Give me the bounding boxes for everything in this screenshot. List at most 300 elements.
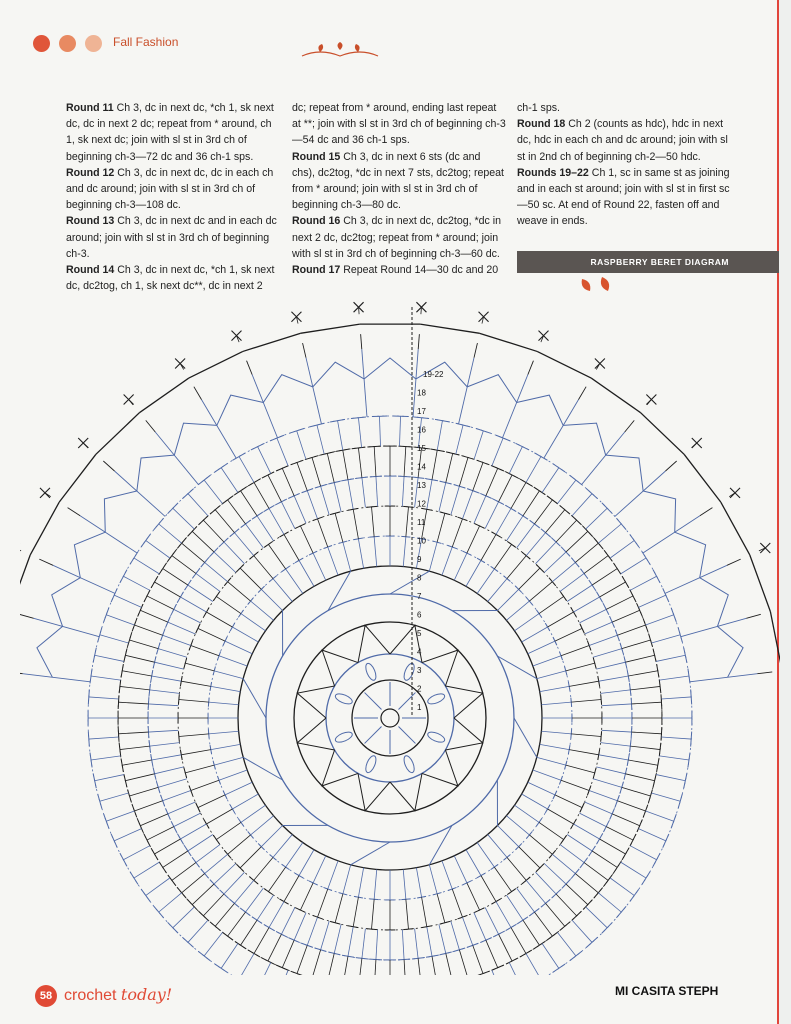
stitch-dc xyxy=(134,801,162,811)
stitch-dc xyxy=(621,558,646,574)
stitch-dc xyxy=(241,805,266,822)
stitch-top xyxy=(547,496,558,504)
stitch-dc xyxy=(418,958,421,975)
stitch-dc xyxy=(528,782,555,795)
stitch-dc xyxy=(118,732,148,734)
stitch-dc xyxy=(335,894,343,923)
stitch-dc xyxy=(148,704,178,706)
stitch-dc xyxy=(268,934,281,961)
stitch-top xyxy=(118,695,119,709)
stitch-chain-arch xyxy=(358,773,390,810)
stitch-dc xyxy=(100,793,129,801)
stitch-chain-arch xyxy=(74,532,105,577)
stitch-dc xyxy=(661,737,691,739)
stitch-dc xyxy=(239,456,254,482)
stitch-top xyxy=(630,590,636,602)
stitch-dc xyxy=(328,861,338,889)
stitch-dc xyxy=(379,416,380,446)
stitch-dc xyxy=(621,862,646,878)
stitch-dc xyxy=(168,622,196,634)
stitch-top xyxy=(252,917,262,924)
stitch-dc xyxy=(158,649,187,658)
round-text: Ch 3, dc in next dc and in each dc around; join with sl st in 3rd ch of beginning ch-3. xyxy=(66,215,277,260)
stitch-dc xyxy=(163,569,188,585)
outline-segment xyxy=(750,555,771,612)
stitch-dc xyxy=(351,842,390,865)
stitch-dc xyxy=(321,486,330,515)
stitch-dc xyxy=(602,730,632,732)
stitch-dc xyxy=(106,615,134,625)
stitch-dc xyxy=(656,775,685,781)
stitch-dc xyxy=(499,475,512,502)
stitch-chain xyxy=(402,662,416,682)
round-text: Ch 3, dc in next dc, dc in each ch and dc around; join with sl st in 3rd ch of beginning ch-3—108 dc. xyxy=(66,166,274,212)
stitch-dc xyxy=(643,516,700,553)
stitch-dc xyxy=(600,582,626,597)
stitch-dc xyxy=(179,734,209,737)
stitch-dc xyxy=(251,601,274,620)
outline-segment xyxy=(139,378,188,413)
stitch-top xyxy=(616,518,626,530)
stitch-top xyxy=(622,848,629,860)
stitch-top xyxy=(571,819,576,828)
outline-segment xyxy=(684,454,721,502)
stitch-dc xyxy=(630,746,660,749)
stitch-dc xyxy=(404,960,406,975)
stitch-dc xyxy=(254,556,273,579)
stitch-dc xyxy=(89,737,119,739)
stitch-top xyxy=(120,853,127,866)
stitch-dc xyxy=(163,791,191,801)
page-number: 58 xyxy=(35,985,57,1007)
instructions-col-2 xyxy=(292,100,506,278)
stitch-dc xyxy=(123,846,149,860)
stitch-dc xyxy=(185,765,214,773)
stitch-dc xyxy=(539,596,564,613)
stitch-chain xyxy=(83,443,88,448)
stitch-chain-arch xyxy=(37,626,63,677)
stitch-dc xyxy=(173,508,195,529)
round-text: Ch 3, dc in next dc, *ch 1, sk next dc, dc in next 2 dc; repeat from * around, ch 1, sk next dc; join with sl st in 3rd ch of beginning ch-3—72 dc and 36 ch-1 sps. xyxy=(66,102,274,163)
stitch-top xyxy=(589,580,596,590)
stitch-dc xyxy=(281,907,294,934)
round-number-label: 10 xyxy=(417,536,426,546)
stitch-dc xyxy=(515,614,540,631)
stitch-dc xyxy=(556,520,577,542)
stitch-dc xyxy=(312,457,321,486)
stitch-dc xyxy=(214,552,236,573)
stitch-dc xyxy=(432,956,437,975)
stitch-dc xyxy=(584,863,608,881)
stitch-dc xyxy=(529,835,552,854)
stitch-dc xyxy=(146,420,156,432)
stitch-top xyxy=(463,551,471,555)
stitch-top xyxy=(262,958,274,964)
round-label: Round 16 xyxy=(292,215,341,228)
stitch-top xyxy=(475,524,485,528)
stitch-dc xyxy=(294,913,306,941)
stitch-dc xyxy=(473,945,483,973)
stitch-dc xyxy=(134,862,159,878)
stitch-dc xyxy=(353,509,358,539)
stitch-dc xyxy=(168,802,196,814)
stitch-dc xyxy=(198,795,225,808)
stitch-x-marker xyxy=(175,358,185,368)
stitch-chain-arch xyxy=(364,358,416,379)
stitch-dc xyxy=(68,508,81,516)
stitch-chain-arch xyxy=(467,375,516,403)
stitch-dc xyxy=(103,461,114,471)
stitch-top xyxy=(520,479,532,486)
stitch-dc xyxy=(422,897,427,927)
stitch-dc xyxy=(542,943,559,968)
stitch-top xyxy=(545,805,550,813)
stitch-dc xyxy=(494,867,511,892)
stitch-dc xyxy=(403,537,406,567)
stitch-top xyxy=(291,460,304,465)
stitch-dc xyxy=(23,674,91,682)
stitch-chain-arch xyxy=(322,750,358,786)
stitch-dc xyxy=(406,899,409,929)
stitch-dc xyxy=(321,921,330,950)
stitch-dc xyxy=(446,453,453,482)
stitch-top xyxy=(295,873,303,878)
stitch-dc xyxy=(240,847,261,868)
stitch-dc xyxy=(477,569,494,594)
stitch-dc xyxy=(286,843,303,868)
stitch-dc xyxy=(544,552,566,573)
stitch-top xyxy=(586,489,597,499)
stitch-dc xyxy=(211,686,241,691)
header-dot-1 xyxy=(33,35,50,52)
stitch-dc xyxy=(20,614,34,618)
stitch-dc xyxy=(20,672,23,674)
stitch-dc xyxy=(492,970,503,975)
stitch-top xyxy=(276,499,287,504)
stitch-dc xyxy=(234,533,253,556)
stitch-top xyxy=(366,506,377,507)
stitch-dc xyxy=(312,950,321,975)
instruction-paragraph xyxy=(292,213,506,262)
outline-segment xyxy=(300,324,360,333)
stitch-dc xyxy=(297,431,306,460)
stitch-top xyxy=(213,835,219,844)
stitch-dc xyxy=(284,876,299,902)
instruction-paragraph xyxy=(517,100,732,116)
round-text: dc; repeat from * around, ending last repeat at **; join with sl st in 3rd ch of beginning ch-3—54 dc and 36 ch-1 sps. xyxy=(292,102,506,147)
stitch-dc xyxy=(211,744,241,749)
stitch-dc xyxy=(584,556,608,574)
stitch-dc xyxy=(297,945,307,973)
stitch-dc xyxy=(481,534,496,560)
stitch-dc xyxy=(427,480,432,510)
stitch-top xyxy=(248,598,254,605)
stitch-top xyxy=(262,472,274,478)
stitch-dc xyxy=(282,940,294,968)
stitch-dc xyxy=(317,889,327,917)
stitch-dc xyxy=(601,743,631,746)
stitch-dc xyxy=(454,856,467,883)
stitch-top xyxy=(477,873,485,878)
stitch-top xyxy=(506,472,518,478)
round-number-label: 8 xyxy=(417,573,422,583)
stitch-dc xyxy=(599,755,629,760)
stitch-dc xyxy=(533,656,561,666)
stitch-top xyxy=(491,965,503,970)
stitch-dc xyxy=(757,672,772,674)
stitch-top xyxy=(642,552,650,565)
stitch-dc xyxy=(575,543,598,562)
stitch-top xyxy=(653,570,660,583)
stitch-top xyxy=(223,637,227,645)
stitch-dc xyxy=(254,482,269,508)
stitch-dc xyxy=(343,542,351,571)
stitch-chain xyxy=(20,548,21,551)
stitch-top xyxy=(491,899,500,904)
stitch-top xyxy=(604,550,612,561)
stitch-top xyxy=(491,466,503,471)
stitch-dc xyxy=(358,958,361,975)
stitch-top xyxy=(264,541,273,547)
stitch-dc xyxy=(317,425,324,454)
round-ring xyxy=(326,654,454,782)
stitch-dc xyxy=(535,542,556,564)
stitch-top xyxy=(643,619,648,632)
stitch-dc xyxy=(561,645,589,655)
stitch-chain-arch xyxy=(445,718,482,750)
round-number-label: 5 xyxy=(417,629,422,638)
round-label: Rounds 19–22 xyxy=(517,166,589,179)
stitch-dc xyxy=(203,520,224,542)
stitch-dc xyxy=(261,825,282,846)
stitch-dc xyxy=(432,450,437,480)
round-number-label: 17 xyxy=(417,407,426,416)
stitch-chain xyxy=(359,307,360,314)
stitch-chain xyxy=(334,730,354,744)
stitch-dc xyxy=(306,358,321,424)
stitch-dc xyxy=(406,507,409,537)
stitch-top xyxy=(536,819,541,826)
stitch-top xyxy=(289,493,300,498)
stitch-dc xyxy=(273,579,292,602)
stitch-dc xyxy=(224,872,245,894)
stitch-top xyxy=(159,563,166,574)
stitch-dc xyxy=(372,507,375,537)
stitch-top xyxy=(222,496,233,504)
stitch-dc xyxy=(334,483,341,512)
stitch-top xyxy=(526,598,532,605)
stitch-dc xyxy=(496,902,511,928)
stitch-dc xyxy=(571,734,601,737)
stitch-dc xyxy=(241,614,266,631)
stitch-top xyxy=(610,808,615,819)
outline-segment xyxy=(480,333,537,351)
stitch-dc xyxy=(163,851,188,867)
stitch-dc xyxy=(540,686,570,691)
stitch-top xyxy=(88,689,89,704)
stitch-top xyxy=(252,513,262,520)
stitch-dc xyxy=(572,494,592,516)
stitch-dc xyxy=(358,868,363,898)
stitch-dc xyxy=(294,496,306,524)
stitch-dc xyxy=(622,787,651,796)
stitch-dc xyxy=(579,813,606,826)
stitch-dc xyxy=(374,869,377,899)
stitch-dc xyxy=(659,676,689,680)
credit-text: MI CASITA STEPH xyxy=(615,984,719,998)
stitch-top xyxy=(507,889,516,895)
stitch-dc xyxy=(442,547,452,575)
stitch-dc xyxy=(439,483,446,512)
stitch-top xyxy=(264,505,274,511)
stitch-dc xyxy=(358,418,361,448)
stitch-top xyxy=(553,964,566,972)
stitch-dc xyxy=(541,731,571,734)
stitch-top xyxy=(642,872,650,885)
stitch-top xyxy=(589,846,596,856)
stitch-top xyxy=(182,489,193,499)
stitch-dc xyxy=(585,622,613,634)
stitch-dc xyxy=(216,596,241,613)
stitch-dc xyxy=(567,585,592,601)
stitch-dc xyxy=(578,387,586,400)
stitch-dc xyxy=(544,863,566,884)
stitch-top xyxy=(691,732,692,747)
stitch-dc xyxy=(343,956,348,975)
stitch-top xyxy=(560,505,570,514)
stitch-dc xyxy=(327,953,334,975)
stitch-chain-arch xyxy=(675,532,706,577)
stitch-dc xyxy=(507,556,526,579)
stitch-dc xyxy=(358,448,361,478)
stitch-dc xyxy=(327,453,334,482)
stitch-dc xyxy=(403,869,406,899)
stitch-chain-arch xyxy=(422,650,458,686)
stitch-dc xyxy=(257,516,273,541)
stitch-dc xyxy=(362,929,365,959)
stitch-dc xyxy=(503,375,528,438)
stitch-dc xyxy=(427,927,432,957)
stitch-top xyxy=(151,576,158,588)
stitch-dc xyxy=(358,539,363,569)
stitch-dc xyxy=(746,614,760,618)
stitch-top xyxy=(250,552,258,559)
stitch-dc xyxy=(556,894,577,916)
stitch-dc xyxy=(537,757,566,765)
stitch-dc xyxy=(204,480,222,504)
stitch-top xyxy=(132,805,137,818)
stitch-dc xyxy=(159,524,182,543)
stitch-dc xyxy=(615,471,666,516)
outline-segment xyxy=(641,413,685,455)
stitch-top xyxy=(678,794,682,809)
stitch-x-marker xyxy=(646,395,656,405)
stitch-top xyxy=(201,558,209,567)
stitch-dc xyxy=(191,780,219,790)
stitch-top xyxy=(547,932,558,940)
stitch-dc xyxy=(192,531,214,552)
stitch-dc xyxy=(254,928,269,954)
stitch-top xyxy=(282,566,289,571)
stitch-x-marker xyxy=(595,358,605,368)
stitch-top xyxy=(671,608,676,622)
stitch-dc xyxy=(268,475,281,502)
stitch-dc xyxy=(437,421,442,451)
stitch-dc xyxy=(628,760,658,765)
stitch-dc xyxy=(610,540,634,558)
stitch-top xyxy=(224,850,231,858)
stitch-top xyxy=(130,872,138,885)
stitch-dc xyxy=(517,524,535,548)
stitch-chain xyxy=(334,692,354,706)
stitch-dc xyxy=(286,569,303,594)
stitch-dc xyxy=(277,438,288,466)
stitch-dc xyxy=(362,349,367,417)
stitch-dc xyxy=(571,700,601,703)
stitch-dc xyxy=(219,656,247,666)
stitch-dc xyxy=(481,876,496,902)
stitch-dc xyxy=(335,513,343,542)
crochet-diagram xyxy=(20,285,780,975)
stitch-dc xyxy=(215,510,234,533)
outline-segment xyxy=(96,413,140,455)
stitch-dc xyxy=(681,618,746,636)
instruction-paragraph xyxy=(517,116,732,165)
stitch-dc xyxy=(596,767,625,774)
stitch-top xyxy=(141,534,150,546)
stitch-top xyxy=(491,532,500,537)
stitch-dc xyxy=(519,847,540,868)
stitch-dc xyxy=(600,839,626,854)
stitch-top xyxy=(549,578,556,586)
instruction-paragraph xyxy=(292,262,506,278)
stitch-dc xyxy=(651,793,680,801)
round-number-label: 1 xyxy=(417,703,422,712)
stitch-dc xyxy=(492,438,503,466)
stitch-dc xyxy=(374,960,376,975)
stitch-top xyxy=(493,499,504,504)
stitch-dc xyxy=(509,447,522,474)
stitch-dc xyxy=(173,907,195,928)
stitch-dc xyxy=(398,726,415,743)
stitch-top xyxy=(522,552,530,559)
stitch-dc xyxy=(496,508,511,534)
stitch-dc xyxy=(180,597,206,612)
stitch-dc xyxy=(451,921,460,950)
stitch-dc xyxy=(348,480,353,510)
stitch-dc xyxy=(214,671,243,679)
stitch-dc xyxy=(585,802,613,814)
stitch-top xyxy=(580,624,584,634)
stitch-dc xyxy=(429,865,437,894)
stitch-dc xyxy=(474,431,483,460)
outline-segment xyxy=(420,324,480,333)
outline-segment xyxy=(591,378,640,413)
stitch-dc xyxy=(598,893,621,912)
stitch-dc xyxy=(80,516,137,553)
stitch-top xyxy=(248,831,254,838)
stitch-dc xyxy=(114,471,165,516)
stitch-dc xyxy=(205,854,228,873)
stitch-top xyxy=(594,538,603,548)
stitch-dc xyxy=(511,928,526,954)
stitch-dc xyxy=(454,553,467,580)
stitch-dc xyxy=(566,531,588,552)
stitch-dc xyxy=(100,635,129,643)
stitch-dc xyxy=(269,902,284,928)
stitch-top xyxy=(613,862,620,873)
round-label: Round 17 xyxy=(292,264,341,277)
